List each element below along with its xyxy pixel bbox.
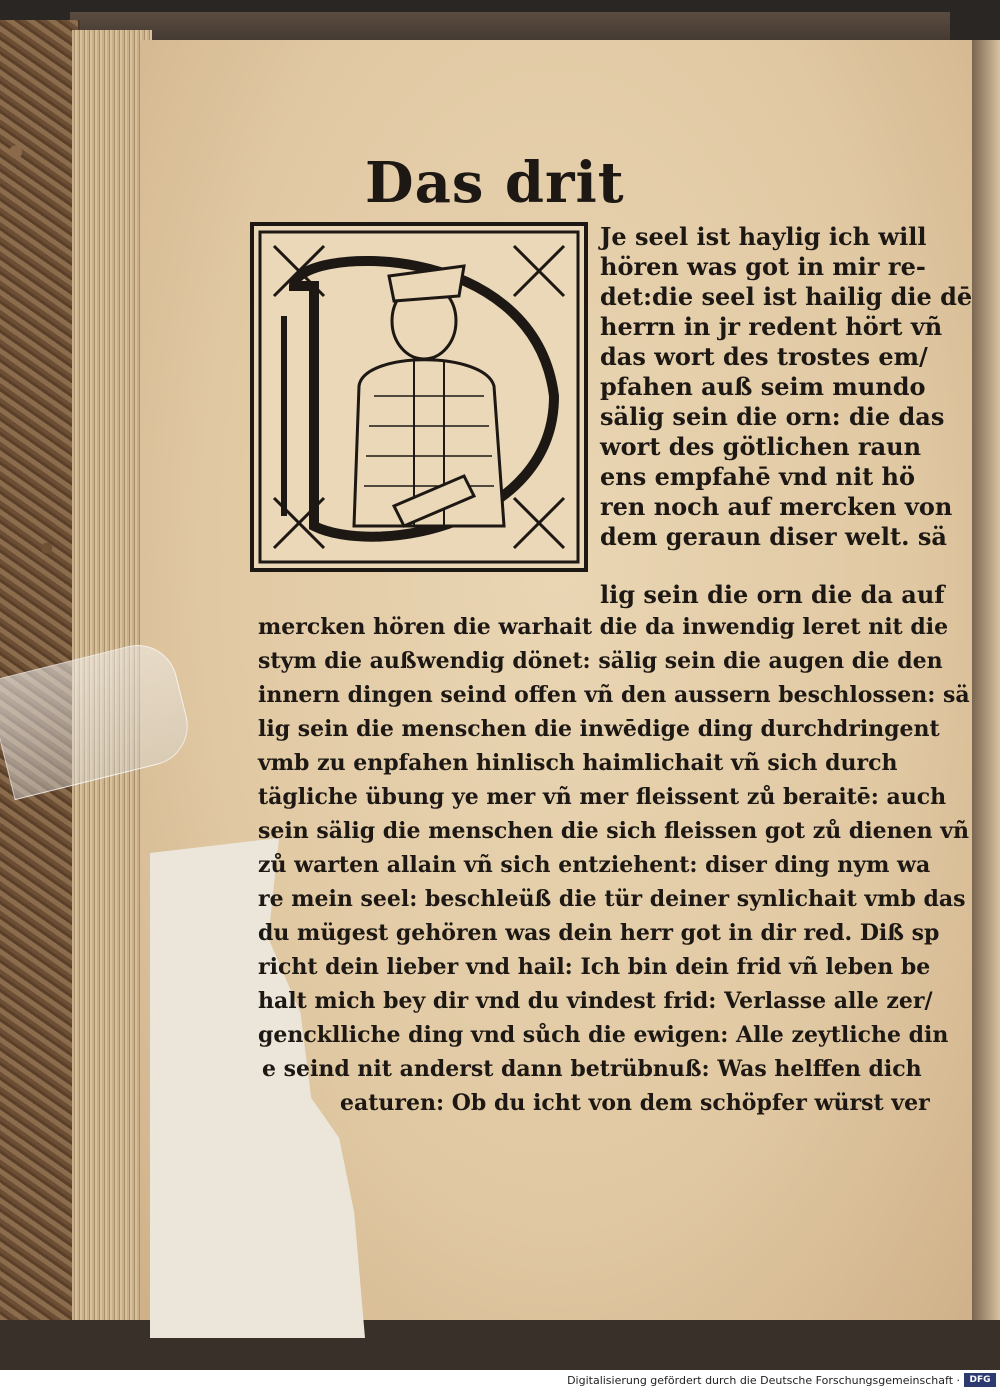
text-line: das wort des trostes em/ <box>600 342 928 371</box>
text-line: det:die seel ist hailig die dē <box>600 282 973 311</box>
text-line: lig sein die menschen die inwēdige ding durchdringent <box>258 716 940 742</box>
text-line: e seind nit anderst dann betrübnuß: Was helffen dich <box>262 1056 922 1082</box>
facing-page-edge <box>972 40 1000 1330</box>
text-line: ens empfahē vnd nit hö <box>600 462 915 491</box>
text-line: vmb zu enpfahen hinlisch haimlichait vñ sich durch <box>258 750 898 776</box>
text-line: eaturen: Ob du icht von dem schöpfer würst ver <box>340 1090 930 1116</box>
text-line: sälig sein die orn: die das <box>600 402 945 431</box>
text-line: dem geraun diser welt. sä <box>600 522 947 551</box>
woodcut-illustration <box>254 226 584 568</box>
text-line: gencklliche ding vnd sůch die ewigen: Alle zeytliche din <box>258 1022 949 1048</box>
text-line: mercken hören die warhait die da inwendig leret nit die <box>258 614 949 640</box>
text-line: sein sälig die menschen die sich fleissen got zů dienen vñ <box>258 818 970 844</box>
dfg-logo-icon: DFG <box>964 1373 996 1387</box>
text-line: halt mich bey dir vnd du vindest frid: Verlasse alle zer/ <box>258 988 933 1014</box>
text-line: stym die außwendig dönet: sälig sein die augen die den <box>258 648 943 674</box>
woodcut-initial-d <box>250 222 588 572</box>
funding-credit: Digitalisierung gefördert durch die Deutsche Forschungsgemeinschaft · <box>567 1374 960 1387</box>
text-line: re mein seel: beschleüß die tür deiner synlichait vmb das <box>258 886 966 912</box>
text-line: hören was got in mir re- <box>600 252 926 281</box>
text-line: richt dein lieber vnd hail: Ich bin dein frid vñ leben be <box>258 954 931 980</box>
text-line: lig sein die orn die da auf <box>600 580 945 609</box>
text-line: zů warten allain vñ sich entziehent: diser ding nym wa <box>258 852 931 878</box>
text-line: ren noch auf mercken von <box>600 492 953 521</box>
text-line: pfahen auß seim mundo <box>600 372 926 401</box>
text-line: innern dingen seind offen vñ den aussern beschlossen: sä <box>258 682 970 708</box>
page-heading: Das drit <box>365 150 625 216</box>
text-line: du mügest gehören was dein herr got in dir red. Diß sp <box>258 920 940 946</box>
text-line: wort des götlichen raun <box>600 432 922 461</box>
text-line: tägliche übung ye mer vñ mer fleissent zů beraitē: auch <box>258 784 947 810</box>
text-line: Je seel ist haylig ich will <box>600 222 927 251</box>
text-line: herrn in jr redent hört vñ <box>600 312 943 341</box>
